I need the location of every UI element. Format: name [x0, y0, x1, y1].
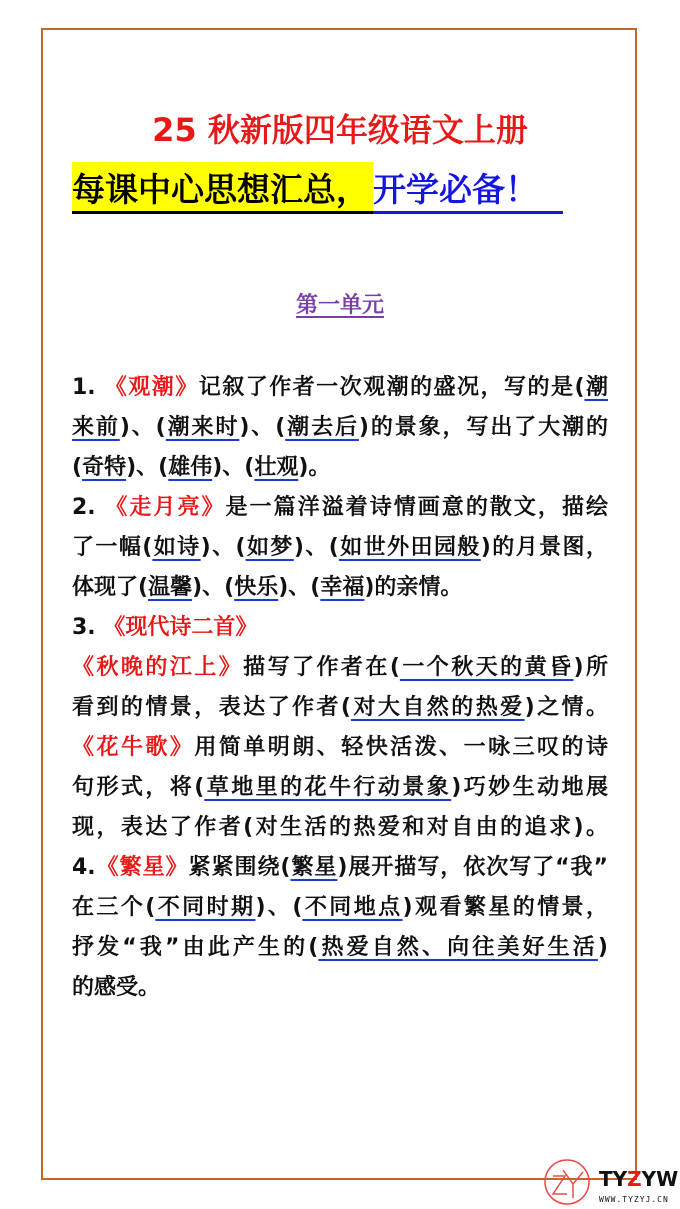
text: )、(: [239, 415, 286, 440]
key-answer: 如诗: [152, 535, 201, 560]
key-answer: 幸福: [320, 575, 365, 600]
text-line: [72, 928, 608, 968]
text-line: [72, 888, 608, 928]
key-answer: 潮来时: [165, 415, 240, 440]
text: )所: [573, 655, 608, 680]
subtitle: [72, 162, 563, 214]
key-answer: 如梦: [245, 535, 294, 560]
text-line: [72, 368, 608, 408]
text: (: [72, 455, 83, 480]
key-answer: 对大自然的热爱: [351, 695, 525, 720]
text-line: [72, 688, 608, 728]
text: 4.: [72, 855, 96, 880]
key-answer: 繁星: [290, 855, 338, 880]
text: 句形式，将(: [72, 775, 205, 800]
watermark-logo: [543, 1150, 680, 1209]
lesson-title: 《走月亮》: [105, 495, 226, 520]
lesson-title: 《花牛歌》: [72, 735, 195, 760]
text: )、(: [200, 535, 246, 560]
text: )之情。: [524, 695, 608, 720]
text: 的感受。: [72, 975, 161, 1000]
subtitle-blue: 开学必备！: [373, 162, 563, 214]
text: 体现了(: [72, 575, 149, 600]
text-line: [72, 728, 608, 768]
text-line: [72, 408, 608, 448]
text: 紧紧围绕(: [188, 855, 291, 880]
key-answer: 潮去后: [285, 415, 359, 440]
text: 是一篇洋溢着诗情画意的散文，描绘: [225, 495, 608, 520]
text-line: [72, 768, 608, 808]
text: )、(: [255, 895, 303, 920]
text-line: [72, 968, 608, 1008]
text: 2.: [72, 495, 106, 520]
text: 抒发“我”由此产生的(: [72, 935, 319, 960]
svg-text:TYZYW: TYZYW: [599, 1167, 679, 1191]
text: )的景象，写出了大潮的: [358, 415, 608, 440]
text: )、(: [192, 575, 235, 600]
text: )、(: [212, 455, 255, 480]
key-answer: 热爱自然、向往美好生活: [318, 935, 598, 960]
text-line: [72, 608, 608, 648]
text-line: [72, 848, 608, 888]
lesson-title: 《观潮》: [104, 375, 199, 400]
text: )、(: [278, 575, 321, 600]
text: )、(: [293, 535, 339, 560]
key-answer: 如世外田园般: [338, 535, 481, 560]
text: )、(: [119, 415, 166, 440]
lesson-title: 《秋晚的江上》: [72, 655, 244, 680]
lesson-title: 《繁星》: [95, 855, 189, 880]
key-answer: 快乐: [234, 575, 279, 600]
key-answer: 雄伟: [168, 455, 213, 480]
text-line: [72, 808, 608, 848]
text: )的月景图，: [480, 535, 608, 560]
unit-heading: [0, 288, 680, 319]
text: 在三个(: [72, 895, 156, 920]
text: )巧妙生动地展: [451, 775, 608, 800]
lesson-summaries: [72, 368, 608, 1008]
key-answer: 壮观: [254, 455, 299, 480]
text: 用简单明朗、轻快活泼、一咏三叹的诗: [194, 735, 608, 760]
unit-title: 第一单元: [295, 293, 384, 318]
svg-text:WWW.TYZYJ.CN: WWW.TYZYJ.CN: [599, 1195, 669, 1204]
text-line: [72, 448, 608, 488]
key-answer: 温馨: [148, 575, 193, 600]
text-line: [72, 568, 608, 608]
text: 3.: [72, 615, 104, 640]
subtitle-highlight: 每课中心思想汇总，: [72, 162, 373, 214]
text: ): [597, 935, 608, 960]
text: )。: [298, 455, 331, 480]
key-answer: 一个秋天的黄昏: [399, 655, 574, 680]
text: 了一幅(: [72, 535, 153, 560]
text: 记叙了作者一次观潮的盛况，写的是(: [198, 375, 585, 400]
text: )、(: [126, 455, 169, 480]
page-title: 25 秋新版四年级语文上册: [152, 111, 528, 149]
key-answer: 潮: [584, 375, 608, 400]
lesson-title: 《现代诗二首》: [103, 615, 258, 640]
key-answer: 不同地点: [302, 895, 403, 920]
text-line: [72, 528, 608, 568]
text-line: [72, 648, 608, 688]
text: )展开描写，依次写了“我”: [337, 855, 608, 880]
text: 1.: [72, 375, 105, 400]
text: )的亲情。: [364, 575, 463, 600]
key-answer: 奇特: [82, 455, 127, 480]
text-line: [72, 488, 608, 528]
text: 现，表达了作者(对生活的热爱和对自由的追求)。: [72, 815, 608, 840]
key-answer: 不同时期: [155, 895, 256, 920]
key-answer: 草地里的花牛行动景象: [204, 775, 452, 800]
text: )观看繁星的情景，: [402, 895, 608, 920]
text: 描写了作者在(: [243, 655, 400, 680]
key-answer: 来前: [72, 415, 120, 440]
text: 看到的情景，表达了作者(: [72, 695, 351, 720]
